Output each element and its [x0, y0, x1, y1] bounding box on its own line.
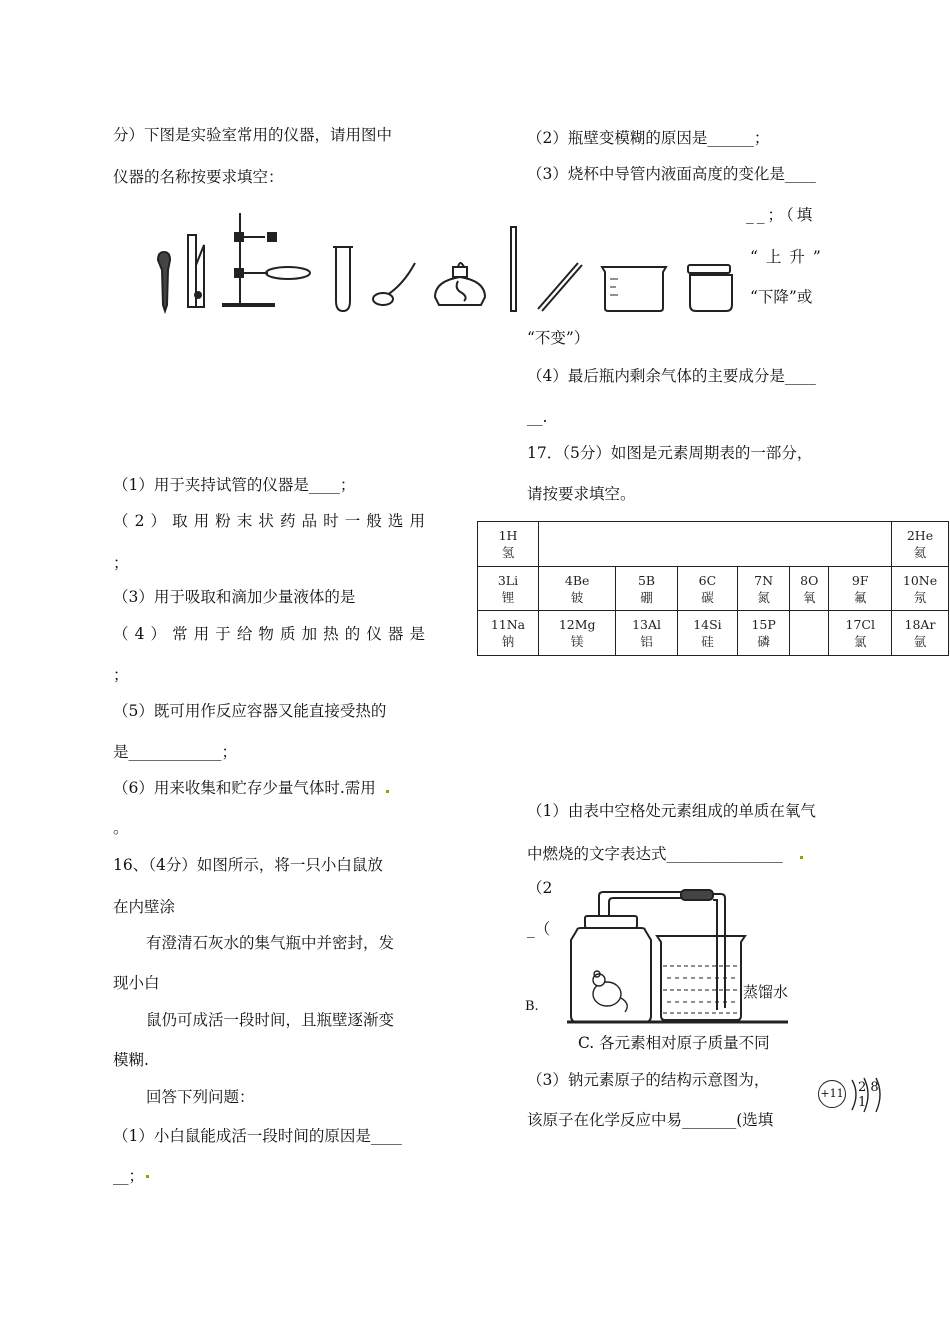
sub-q1: （1）由表中空格处元素组成的单质在氧气	[527, 802, 816, 820]
distilled-water-label: 蒸馏水	[743, 983, 789, 1001]
problem-16-line-1: 16、（4分）如图所示，将一只小白鼠放	[113, 856, 383, 874]
glass-rod-icon	[511, 227, 516, 311]
element-cell: 6C 碳	[677, 567, 737, 611]
question-5: （5）既可用作反应容器又能直接受热的	[113, 702, 387, 720]
instrument-strip	[140, 205, 740, 315]
element-cell: 11Na 钠	[478, 611, 539, 656]
element-cell: 9F 氟	[829, 567, 892, 611]
right-q3-fill: __；（填	[746, 206, 816, 224]
dropper-icon	[158, 252, 170, 311]
mouse-icon	[593, 971, 627, 1012]
electron-counts: 2 8 1	[858, 1080, 879, 1110]
question-5-end: 是____________；	[113, 743, 238, 761]
element-cell: 17Cl 氯	[829, 611, 892, 656]
intro-line-1: 分）下图是实验室常用的仪器，请用图中	[113, 126, 393, 144]
speck	[146, 1175, 149, 1178]
right-q3: （3）烧杯中导管内液面高度的变化是____	[527, 165, 816, 183]
speck	[386, 790, 389, 793]
right-q4-end: __.	[527, 408, 548, 426]
question-2: （2）取用粉末状药品时一般选用	[113, 512, 425, 530]
element-cell: 7N 氮	[738, 567, 790, 611]
blank-region	[539, 522, 892, 567]
element-cell: 14Si 硅	[677, 611, 737, 656]
element-cell: 3Li 锂	[478, 567, 539, 611]
sub-q1-end: 中燃烧的文字表达式_______________	[527, 845, 783, 863]
sub-q3-end: 该原子在化学反应中易_______(选填	[527, 1111, 774, 1129]
element-cell: 18Ar 氩	[892, 611, 949, 656]
option-c: C. 各元素相对原子质量不同	[578, 1034, 770, 1052]
atom-structure-diagram	[818, 1076, 890, 1116]
nucleus: +11	[818, 1080, 846, 1108]
element-cell: 4Be 铍	[539, 567, 616, 611]
element-cell: 5B 硼	[616, 567, 677, 611]
beaker-icon	[602, 267, 666, 311]
question-6-end: 。	[113, 819, 129, 837]
question-4: （4）常用于给物质加热的仪器是	[113, 625, 425, 643]
problem-16-line-4: 现小白	[113, 974, 160, 992]
element-cell: 15P 磷	[738, 611, 790, 656]
problem-16-q1: （1）小白鼠能成活一段时间的原因是____	[113, 1127, 402, 1145]
problem-16-line-2: 在内壁涂	[113, 898, 176, 916]
periodic-table	[477, 521, 949, 656]
problem-17-line-2: 请按要求填空。	[527, 485, 636, 503]
sub-q2: （2	[527, 879, 553, 897]
question-3: （3）用于吸取和滴加少量液体的是	[113, 588, 356, 606]
tweezers-icon	[538, 263, 582, 311]
problem-17-line-1: 17．（5分）如图是元素周期表的一部分，	[527, 444, 813, 462]
gas-jar-icon	[688, 265, 732, 311]
medicine-spoon-icon	[373, 263, 415, 305]
element-cell: 10Ne 氖	[892, 567, 949, 611]
test-tube-icon	[333, 247, 353, 311]
problem-16-q1-end: __；	[113, 1167, 145, 1185]
iron-stand-icon	[222, 213, 310, 305]
empty-element-cell	[790, 611, 829, 656]
sub-q3: （3）钠元素原子的结构示意图为，	[527, 1071, 770, 1089]
speck	[800, 856, 803, 859]
question-6: （6）用来收集和贮存少量气体时.需用	[113, 779, 376, 797]
option-b: B.	[525, 999, 539, 1014]
element-cell: 8O 氧	[790, 567, 829, 611]
test-tube-clamp-icon	[188, 235, 204, 307]
right-q3-up: “上升”	[750, 248, 829, 266]
problem-16-line-5: 鼠仍可成活一段时间，且瓶壁逐渐变	[146, 1011, 395, 1029]
intro-line-2: 仪器的名称按要求填空：	[113, 168, 284, 186]
element-cell: 1H 氢	[478, 522, 539, 567]
right-q2: （2）瓶壁变模糊的原因是______；	[527, 129, 770, 147]
problem-16-line-7: 回答下列问题：	[146, 1088, 255, 1106]
right-q3-unchanged: “不变”）	[527, 329, 590, 347]
alcohol-lamp-icon	[435, 263, 485, 305]
element-cell: 12Mg 镁	[539, 611, 616, 656]
right-q3-down: “下降”或	[750, 288, 813, 306]
question-2-end: ；	[113, 554, 129, 572]
sub-q2-end: _（	[527, 920, 551, 938]
question-4-end: ；	[113, 666, 129, 684]
beaker-icon	[657, 936, 745, 1020]
right-q4: （4）最后瓶内剩余气体的主要成分是____	[527, 367, 816, 385]
element-cell: 13Al 铝	[616, 611, 677, 656]
question-1: （1）用于夹持试管的仪器是____；	[113, 476, 356, 494]
problem-16-line-6: 模糊.	[113, 1051, 149, 1069]
mouse-experiment-figure	[563, 888, 793, 1028]
problem-16-line-3: 有澄清石灰水的集气瓶中并密封，发	[146, 934, 395, 952]
element-cell: 2He 氦	[892, 522, 949, 567]
